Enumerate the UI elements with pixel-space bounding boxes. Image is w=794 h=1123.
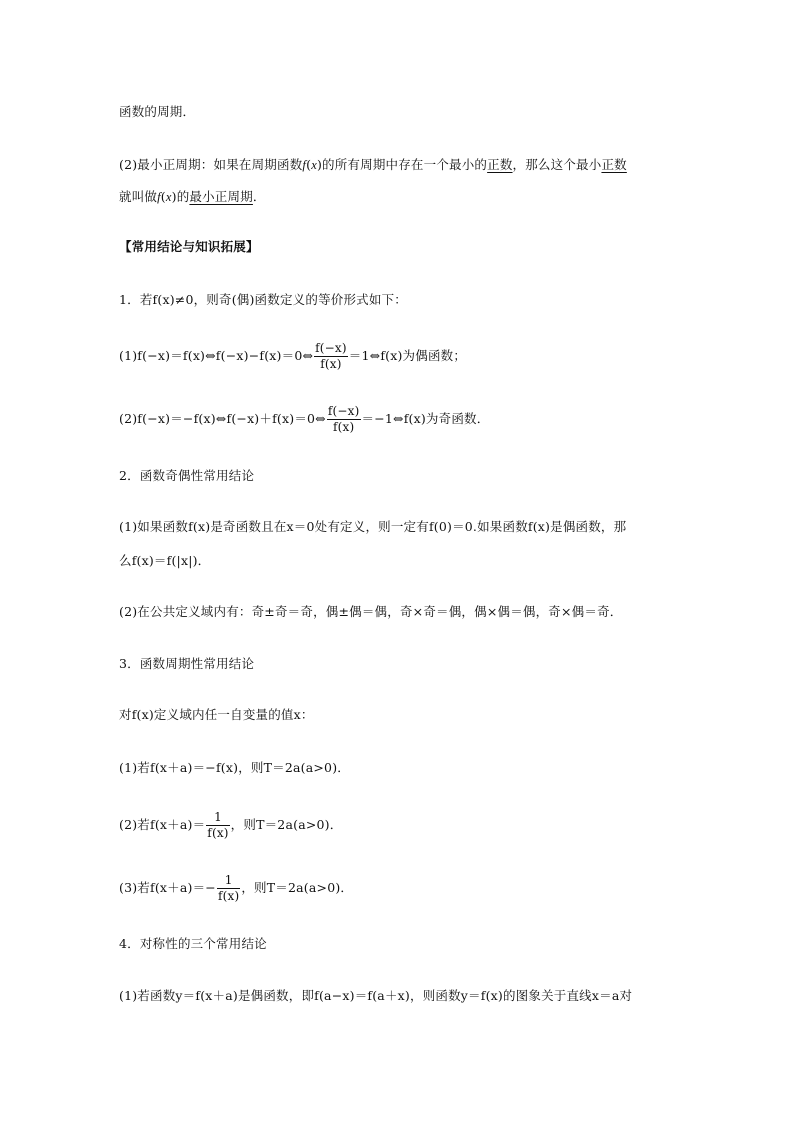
text-line-symmetry: (1)若函数y＝f(x＋a)是偶函数，即f(a−x)＝f(a＋x)，则函数y＝f(x)的图象关于直线x＝a对 bbox=[119, 988, 633, 1003]
text-line-1: 函数的周期． bbox=[119, 104, 196, 119]
formula-period-1: (1)若f(x＋a)＝−f(x)，则T＝2a(a>0)． bbox=[119, 760, 350, 775]
underlined-term: 正数 bbox=[487, 157, 513, 172]
text-line-odd-function: (1)如果函数f(x)是奇函数且在x＝0处有定义，则一定有f(0)＝0.如果函数f(x)是偶函数，那 bbox=[119, 519, 627, 534]
underlined-term: 正数 bbox=[601, 157, 627, 172]
formula-even: (1)f(−x)＝f(x)⇔f(−x)−f(x)＝0⇔ $\frac{f(-x)}{f(x)}$ ＝1⇔f(x)为偶函数； bbox=[119, 341, 467, 371]
formula-odd: (2)f(−x)＝−f(x)⇔f(−x)＋f(x)＝0⇔ $\frac{f(-x)}{f(x)}$ ＝−1⇔f(x)为奇函数． bbox=[119, 404, 490, 434]
text-line-domain-var: 对f(x)定义域内任一自变量的值x： bbox=[119, 707, 314, 722]
fraction: $\frac{1}{f(x)}$ bbox=[217, 873, 240, 903]
text-line-item-1: 1．若f(x)≠0，则奇(偶)函数定义的等价形式如下： bbox=[119, 292, 407, 307]
formula-period-3: (3)若f(x＋a)＝− $\frac{1}{f(x)}$ ，则T＝2a(a>0)． bbox=[119, 873, 354, 903]
text-line-min-period-def: (2)最小正周期：如果在周期函数f(x)的所有周期中存在一个最小的正数，那么这个最小正数 bbox=[119, 157, 627, 172]
text-line-item-2: 2．函数奇偶性常用结论 bbox=[119, 468, 255, 483]
underlined-term: 最小正周期 bbox=[189, 189, 253, 204]
section-heading: 【常用结论与知识拓展】 bbox=[119, 239, 259, 254]
fraction: $\frac{f(-x)}{f(x)}$ bbox=[315, 341, 347, 371]
fraction: $\frac{f(-x)}{f(x)}$ bbox=[327, 404, 360, 434]
formula-period-2: (2)若f(x＋a)＝ $\frac{1}{f(x)}$ ，则T＝2a(a>0)． bbox=[119, 810, 343, 840]
text-line-item-4: 4．对称性的三个常用结论 bbox=[119, 936, 267, 951]
text-line-even-function: 么f(x)＝f(|x|)． bbox=[119, 553, 211, 568]
text-line-common-domain: (2)在公共定义域内有：奇±奇＝奇，偶±偶＝偶，奇×奇＝偶，偶×偶＝偶，奇×偶＝奇． bbox=[119, 604, 623, 619]
fraction: $\frac{1}{f(x)}$ bbox=[207, 810, 229, 840]
text-line-min-period-def-cont: 就叫做f(x)的最小正周期． bbox=[119, 189, 266, 204]
text-line-item-3: 3．函数周期性常用结论 bbox=[119, 656, 255, 671]
